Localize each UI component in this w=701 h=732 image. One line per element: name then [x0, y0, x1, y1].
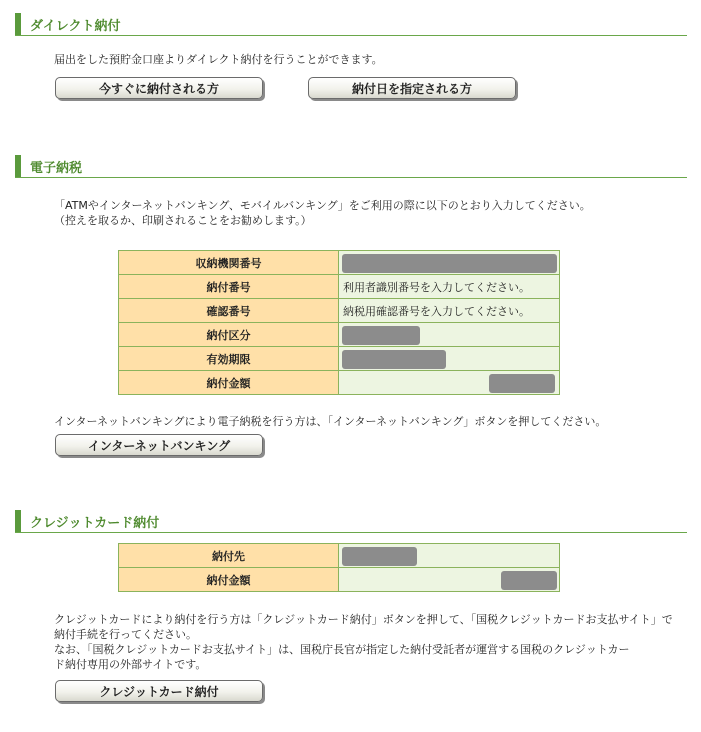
table-row: [119, 251, 560, 275]
table-row: [119, 544, 560, 568]
credit-note-line1: クレジットカードにより納付を行う方は「クレジットカード納付」ボタンを押して、「国税クレジットカードお支払サイト」で: [54, 613, 673, 626]
table-row: [119, 275, 560, 299]
value-nofu-kingaku: [339, 371, 560, 395]
credit-card-payment-button[interactable]: クレジットカード納付: [55, 680, 263, 702]
label-shuno-kikan: 収納機関番号: [119, 251, 339, 275]
section-title-epay: 電子納税: [30, 161, 83, 176]
label-kakunin-bango: 確認番号: [119, 299, 339, 323]
redacted-value: [342, 547, 417, 566]
table-row: [119, 347, 560, 371]
redacted-value: [342, 326, 420, 345]
value-credit-kingaku: [339, 568, 560, 592]
credit-info-table: [118, 543, 560, 592]
section-header-direct: [15, 13, 687, 36]
label-credit-kingaku: 納付金額: [119, 568, 339, 592]
value-nofu-bango: 利用者識別番号を入力してください。: [339, 275, 560, 299]
label-nofu-kingaku: 納付金額: [119, 371, 339, 395]
table-row: [119, 568, 560, 592]
internet-banking-note: インターネットバンキングにより電子納税を行う方は、「インターネットバンキング」ボタンを押してください。: [54, 415, 607, 428]
redacted-value: [342, 254, 557, 273]
pay-now-button[interactable]: 今すぐに納付される方: [55, 77, 263, 99]
value-shuno-kikan: [339, 251, 560, 275]
section-marker: [15, 155, 21, 177]
section-marker: [15, 510, 21, 532]
label-nofu-bango: 納付番号: [119, 275, 339, 299]
epay-info-table: [118, 250, 560, 395]
label-nofu-saki: 納付先: [119, 544, 339, 568]
value-nofu-saki: [339, 544, 560, 568]
internet-banking-button[interactable]: インターネットバンキング: [55, 434, 263, 456]
label-nofu-kubun: 納付区分: [119, 323, 339, 347]
section-header-epay: [15, 155, 687, 178]
direct-description: 届出をした預貯金口座よりダイレクト納付を行うことができます。: [54, 53, 383, 66]
value-kakunin-bango: 納税用確認番号を入力してください。: [339, 299, 560, 323]
section-header-credit: [15, 510, 687, 533]
section-marker: [15, 13, 21, 35]
section-title-credit: クレジットカード納付: [30, 516, 160, 531]
table-row: [119, 299, 560, 323]
credit-note-line3: なお、「国税クレジットカードお支払サイト」は、国税庁長官が指定した納付受託者が運営する国税のクレジットカー: [54, 643, 630, 656]
epay-description-line2: （控えを取るか、印刷されることをお勧めします。）: [54, 214, 312, 227]
redacted-value: [342, 350, 446, 369]
credit-note-line2: 納付手続を行ってください。: [54, 628, 197, 641]
credit-note-line4: ド納付専用の外部サイトです。: [54, 658, 207, 671]
value-nofu-kubun: [339, 323, 560, 347]
table-row: [119, 371, 560, 395]
section-title-direct: ダイレクト納付: [30, 19, 121, 34]
table-row: [119, 323, 560, 347]
redacted-value: [489, 374, 555, 393]
redacted-value: [501, 571, 557, 590]
value-yuko-kigen: [339, 347, 560, 371]
epay-description-line1: 「ATMやインターネットバンキング、モバイルバンキング」をご利用の際に以下のとおり入力してください。: [54, 199, 591, 212]
label-yuko-kigen: 有効期限: [119, 347, 339, 371]
specify-date-button[interactable]: 納付日を指定される方: [308, 77, 516, 99]
